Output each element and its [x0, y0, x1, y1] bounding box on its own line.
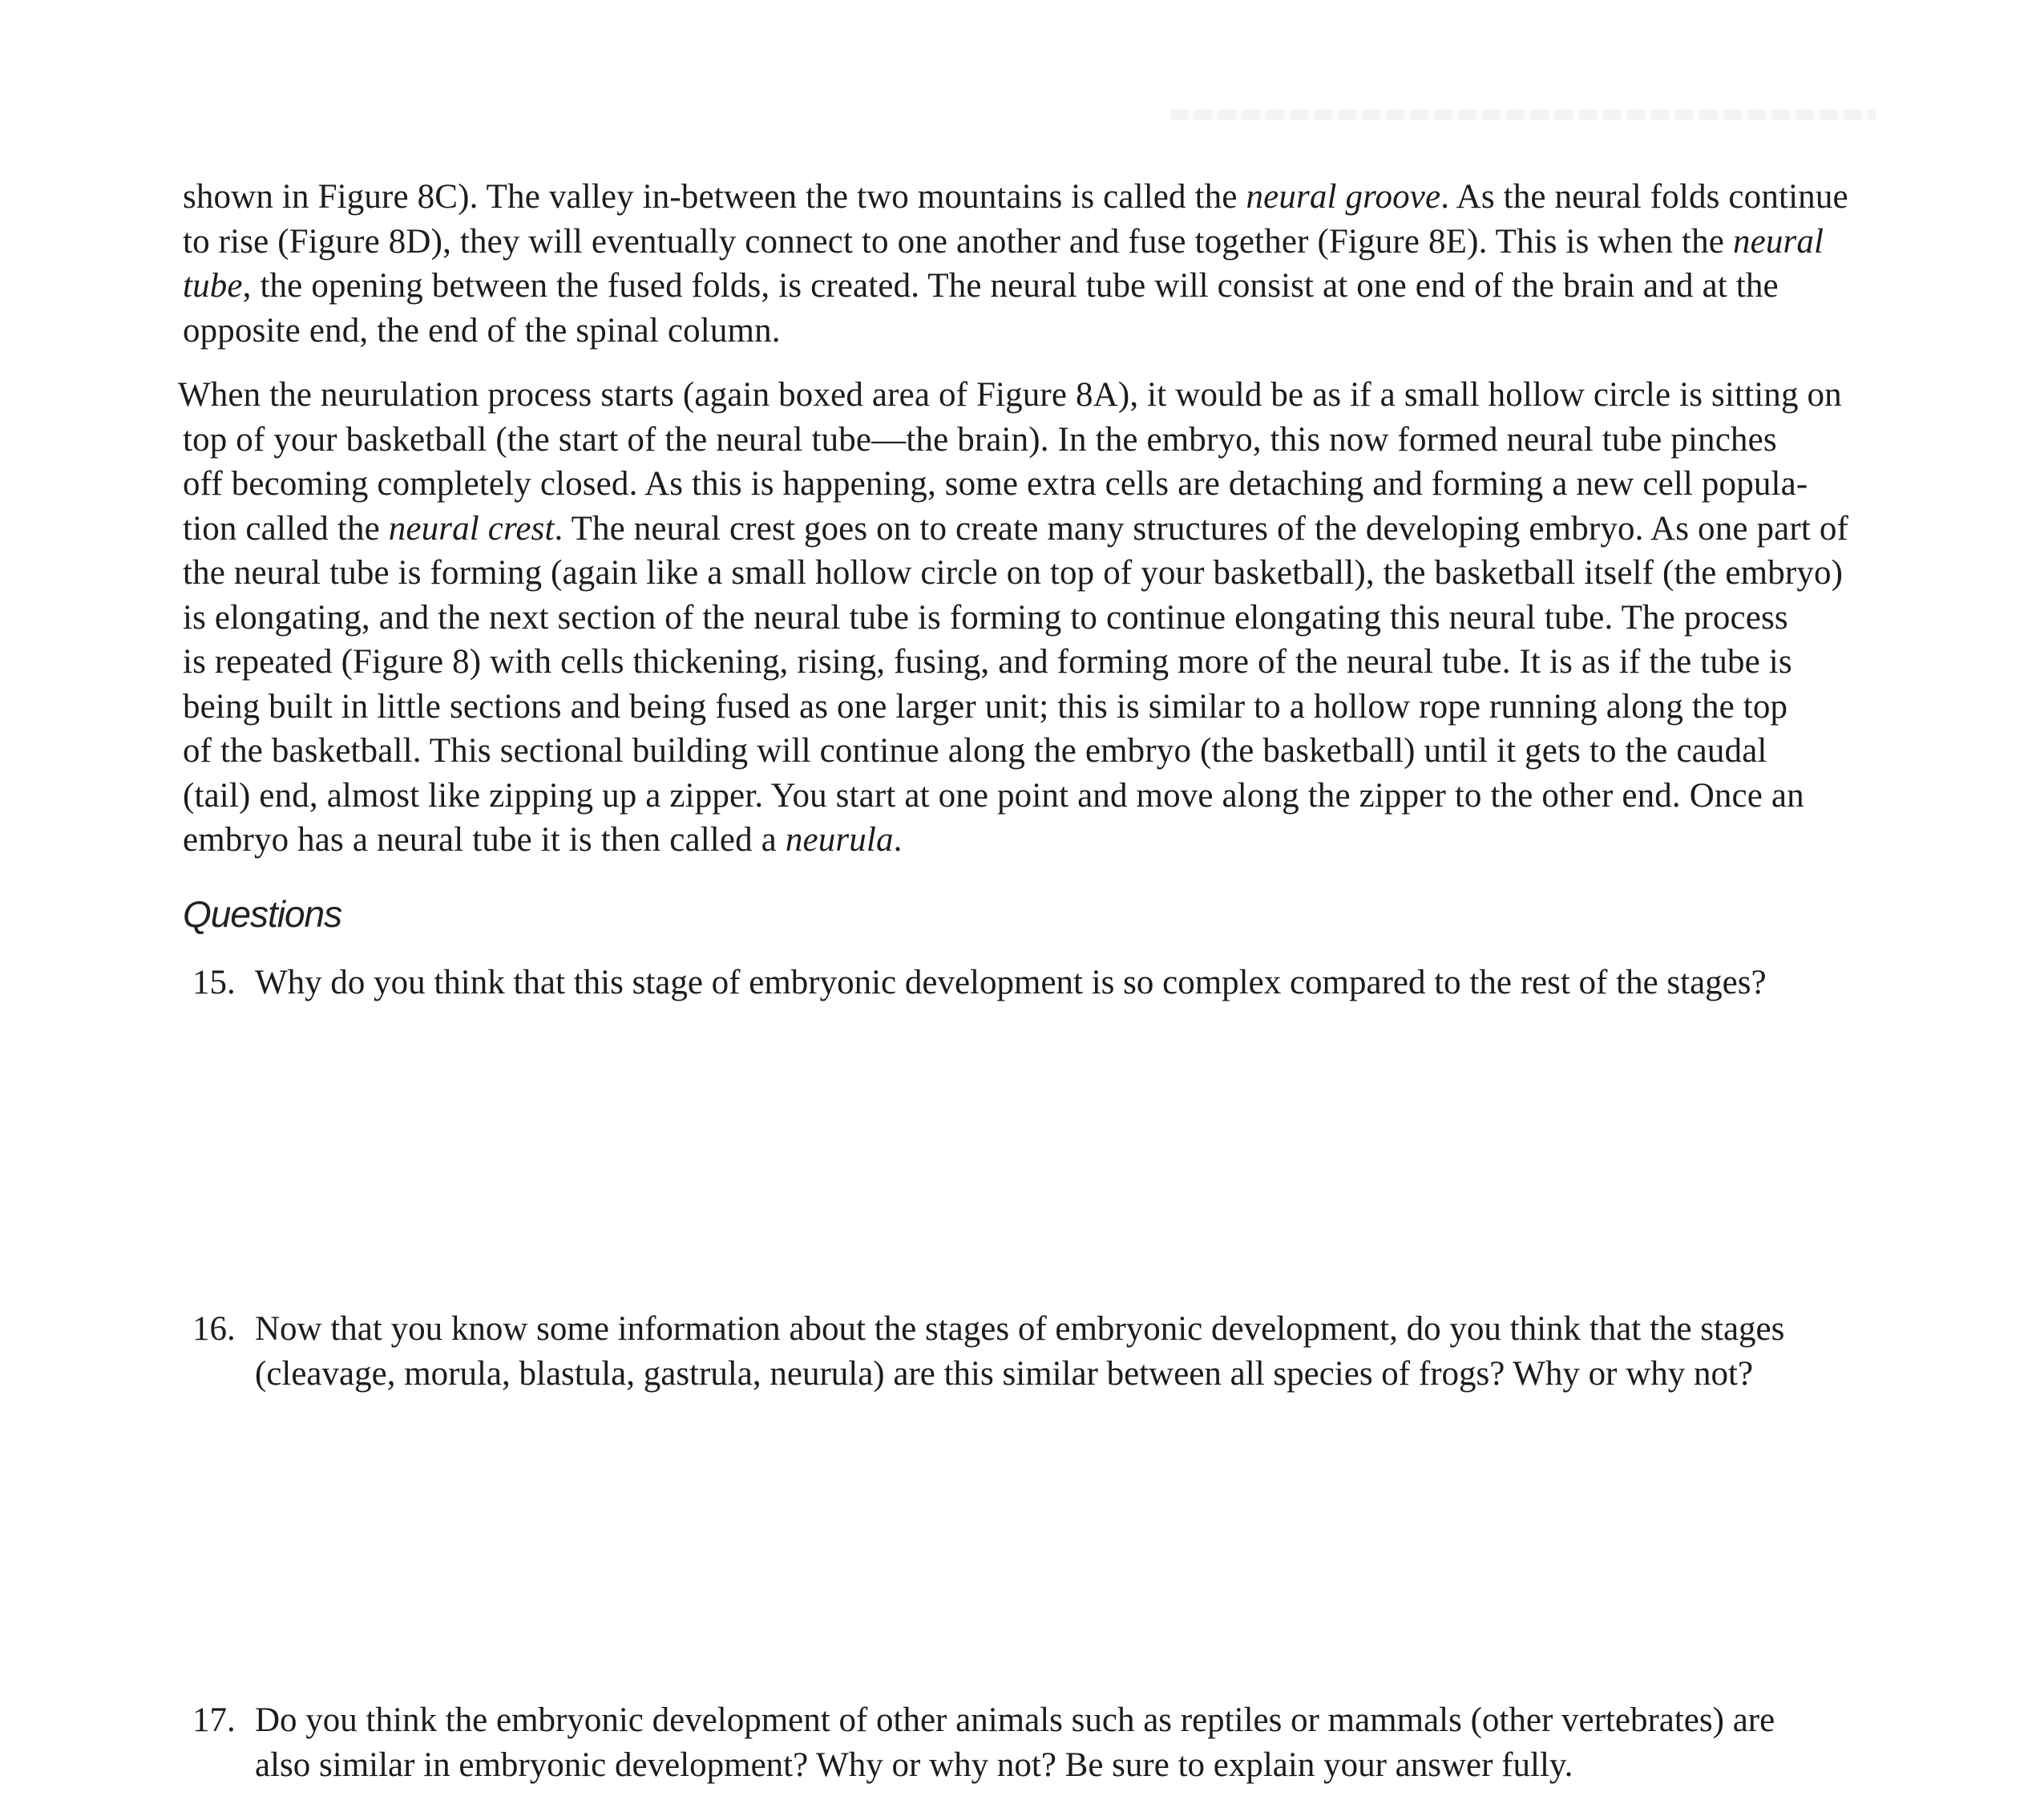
question-number: 17.	[192, 1701, 236, 1739]
paragraph-line: to rise (Figure 8D), they will eventually connect to one another and fuse together (Figure 8E). This is when the neural	[183, 222, 1824, 261]
paragraph-line: embryo has a neural tube it is then called a neurula.	[183, 821, 903, 859]
paragraph-line: top of your basketball (the start of the neural tube—the brain). In the embryo, this now formed neural tube pinches	[183, 420, 1777, 459]
paragraph-neural-groove	[183, 175, 1878, 353]
paragraph-line: tube, the opening between the fused folds, is created. The neural tube will consist at one end of the brain and at the	[183, 267, 1779, 305]
paragraph-line: opposite end, the end of the spinal column.	[183, 311, 781, 350]
paragraph-line: When the neurulation process starts (again boxed area of Figure 8A), it would be as if a small hollow circle is sitting on	[178, 376, 1842, 414]
paragraph-line: of the basketball. This sectional building will continue along the embryo (the basketball) until it gets to the caudal	[183, 732, 1767, 770]
question-text: Now that you know some information about the stages of embryonic development, do you think that the stages (cleavage, morula, blastula, gastrula, neurula) are this similar between all species of frogs? Why or why not?	[255, 1310, 1785, 1393]
paragraph-line: is repeated (Figure 8) with cells thickening, rising, fusing, and forming more of the neural tube. It is as if the tube is	[183, 643, 1792, 681]
paragraph-neurulation	[178, 373, 1878, 863]
paragraph-line: off becoming completely closed. As this is happening, some extra cells are detaching and forming a new cell popula-	[183, 465, 1808, 503]
questions-heading: Questions	[183, 893, 342, 935]
term-neural-crest: neural crest	[388, 509, 555, 548]
question-text: Do you think the embryonic development of other animals such as reptiles or mammals (other vertebrates) are also similar in embryonic development? Why or why not? Be sure to explain your answer fully.	[255, 1701, 1775, 1784]
paragraph-line: (tail) end, almost like zipping up a zipper. You start at one point and move along the zipper to the other end. Once an	[183, 776, 1804, 815]
question-text: Why do you think that this stage of embryonic development is so complex compared to the rest of the stages?	[255, 964, 1767, 1001]
term-neurula: neurula	[785, 821, 894, 859]
term-neural-groove: neural groove	[1246, 178, 1441, 216]
paragraph-line: being built in little sections and being fused as one larger unit; this is similar to a hollow rope running along the top	[183, 687, 1788, 726]
paragraph-line: the neural tube is forming (again like a small hollow circle on top of your basketball), the basketball itself (the embryo)	[183, 554, 1844, 592]
running-header	[1170, 109, 1876, 120]
paragraph-line: shown in Figure 8C). The valley in-between the two mountains is called the neural groove. As the neural folds continue	[183, 178, 1848, 216]
paragraph-line: tion called the neural crest. The neural crest goes on to create many structures of the developing embryo. As one part of	[183, 509, 1848, 548]
term-tube: tube	[183, 267, 243, 305]
question-number: 15.	[192, 964, 236, 1001]
paragraph-line: is elongating, and the next section of the neural tube is forming to continue elongating this neural tube. The process	[183, 598, 1788, 637]
term-neural: neural	[1732, 222, 1824, 261]
question-number: 16.	[192, 1310, 236, 1348]
